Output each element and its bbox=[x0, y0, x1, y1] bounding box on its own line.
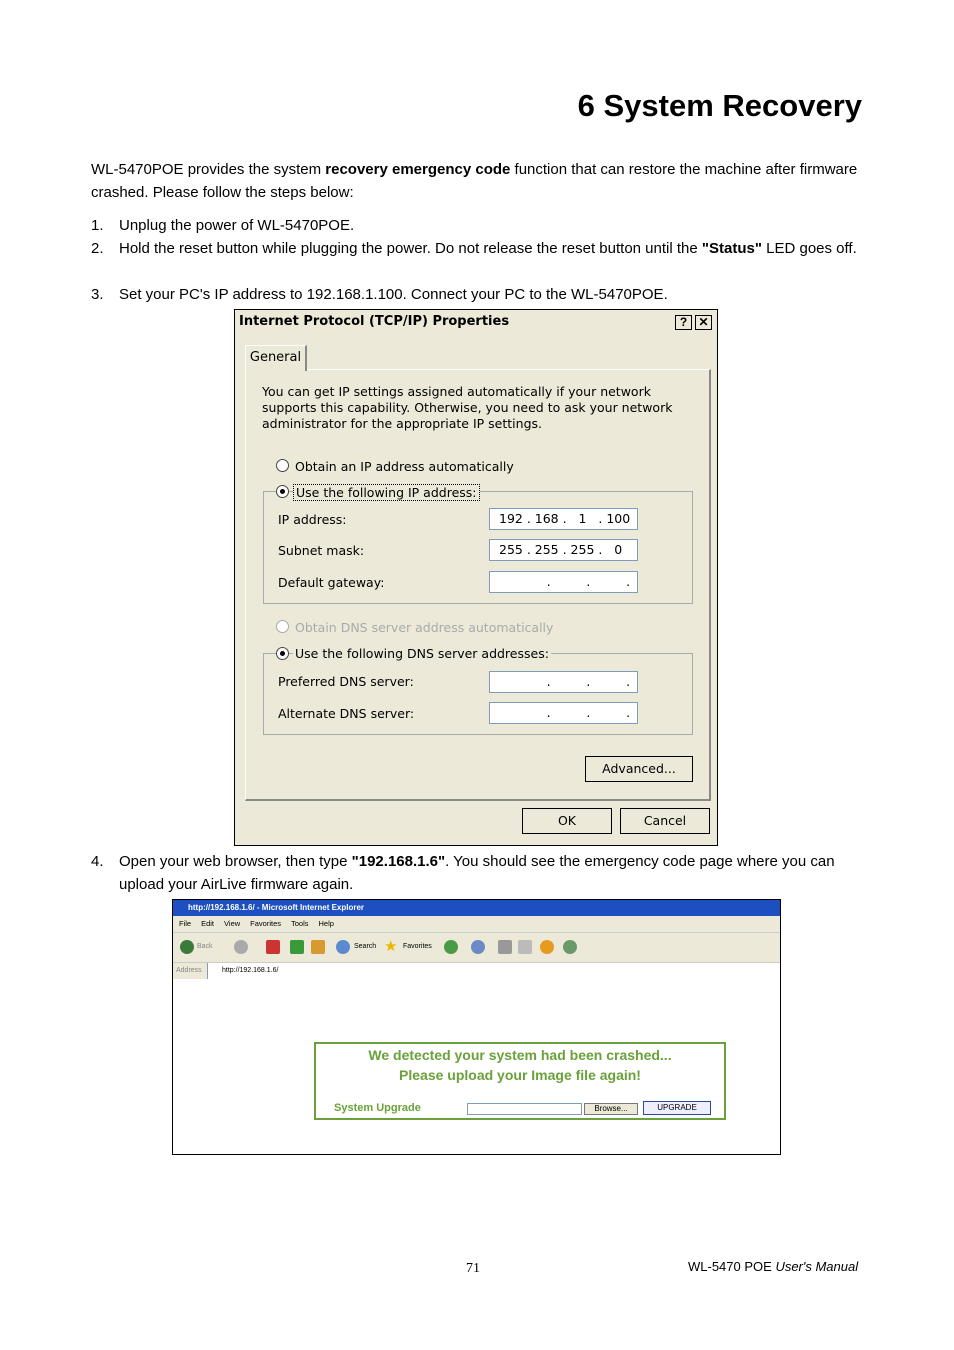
search-icon[interactable] bbox=[336, 940, 350, 954]
manual-ip-radio[interactable] bbox=[276, 485, 289, 498]
step-text-part: LED goes off. bbox=[761, 240, 857, 257]
menu-edit[interactable]: Edit bbox=[201, 919, 215, 928]
step-text bbox=[119, 237, 869, 260]
alternate-dns-field[interactable]: . . . bbox=[489, 702, 638, 724]
footer-manual bbox=[688, 1259, 858, 1274]
step-bold: "Status" bbox=[701, 240, 762, 257]
crash-notice-box bbox=[314, 1042, 726, 1120]
manual-ip-label[interactable]: Use the following IP address: bbox=[293, 484, 480, 501]
menu-view[interactable]: View bbox=[224, 919, 241, 928]
ip-address-field[interactable]: 192 . 168 . 1 . 100 bbox=[489, 508, 638, 530]
auto-dns-label[interactable]: Obtain DNS server address automatically bbox=[295, 620, 554, 635]
page-number: 71 bbox=[466, 1261, 480, 1276]
footer-suffix: User's Manual bbox=[775, 1259, 859, 1274]
manual-dns-label[interactable]: Use the following DNS server addresses: bbox=[295, 646, 549, 661]
crash-message: We detected your system had been crashed... bbox=[368, 1047, 672, 1063]
auto-dns-radio[interactable] bbox=[276, 620, 289, 633]
auto-ip-label[interactable]: Obtain an IP address automatically bbox=[295, 459, 514, 474]
messenger-icon[interactable] bbox=[540, 940, 554, 954]
tab-general[interactable]: General bbox=[245, 345, 307, 371]
intro-text-end: function that can restore the machine after firmware crashed. Please follow the steps below: bbox=[91, 161, 858, 201]
file-input[interactable] bbox=[467, 1103, 582, 1115]
step-text-part: Hold the reset button while plugging the power. Do not release the reset button until the bbox=[119, 240, 702, 257]
search-label[interactable]: Search bbox=[354, 943, 377, 950]
step-text-part: . You should see the emergency code page where you can upload your AirLive firmware again. bbox=[119, 853, 835, 893]
cancel-button[interactable]: Cancel bbox=[620, 808, 710, 834]
home-icon[interactable] bbox=[311, 940, 325, 954]
menu-file[interactable]: File bbox=[179, 919, 192, 928]
browser-menu bbox=[173, 916, 780, 932]
forward-icon[interactable] bbox=[234, 940, 248, 954]
upgrade-button[interactable]: UPGRADE bbox=[643, 1101, 711, 1115]
menu-help[interactable]: Help bbox=[318, 919, 334, 928]
browser-title: http://192.168.1.6/ - Microsoft Internet Explorer bbox=[173, 900, 780, 916]
browse-button[interactable]: Browse... bbox=[584, 1103, 638, 1115]
ok-button[interactable]: OK bbox=[522, 808, 612, 834]
help-button[interactable]: ? bbox=[675, 315, 692, 330]
step-text: Unplug the power of WL-5470POE. bbox=[119, 217, 355, 234]
step-text bbox=[119, 850, 869, 896]
address-bar bbox=[173, 962, 780, 979]
browser-window bbox=[172, 899, 781, 1155]
preferred-dns-field[interactable]: . . . bbox=[489, 671, 638, 693]
step-number: 4. bbox=[91, 853, 104, 870]
subnet-mask-field[interactable]: 255 . 255 . 255 . 0 bbox=[489, 539, 638, 561]
research-icon[interactable] bbox=[563, 940, 577, 954]
print-icon[interactable] bbox=[498, 940, 512, 954]
browser-toolbar bbox=[173, 932, 780, 963]
step-number: 1. bbox=[91, 217, 104, 234]
manual-dns-radio[interactable] bbox=[276, 647, 289, 660]
step-text-part: Open your web browser, then type bbox=[119, 853, 352, 870]
step-bold: "192.168.1.6" bbox=[351, 853, 446, 870]
favorites-icon[interactable]: ★ bbox=[384, 938, 398, 955]
preferred-dns-label: Preferred DNS server: bbox=[278, 674, 414, 689]
upload-message: Please upload your Image file again! bbox=[399, 1067, 641, 1083]
intro-paragraph bbox=[91, 158, 871, 204]
intro-text: WL-5470POE provides the system bbox=[91, 161, 326, 178]
step-number: 2. bbox=[91, 240, 104, 257]
gateway-label: Default gateway: bbox=[278, 575, 385, 590]
favorites-label[interactable]: Favorites bbox=[403, 943, 432, 950]
address-field[interactable]: http://192.168.1.6/ bbox=[207, 963, 780, 979]
close-button[interactable]: ✕ bbox=[695, 315, 712, 330]
alternate-dns-label: Alternate DNS server: bbox=[278, 706, 415, 721]
address-label: Address bbox=[176, 967, 202, 974]
intro-bold: recovery emergency code bbox=[325, 161, 511, 178]
mail-icon[interactable] bbox=[471, 940, 485, 954]
stop-icon[interactable] bbox=[266, 940, 280, 954]
gateway-field[interactable]: . . . bbox=[489, 571, 638, 593]
advanced-button[interactable]: Advanced... bbox=[585, 756, 693, 782]
auto-ip-radio[interactable] bbox=[276, 459, 289, 472]
dialog-title: Internet Protocol (TCP/IP) Properties bbox=[235, 310, 717, 334]
refresh-icon[interactable] bbox=[290, 940, 304, 954]
step-text: Set your PC's IP address to 192.168.1.100. Connect your PC to the WL-5470POE. bbox=[119, 286, 668, 303]
dialog-description: You can get IP settings assigned automatically if your network supports this capability. Otherwise, you need to ask your network administrator for the appropriate IP settings. bbox=[262, 384, 673, 431]
tcpip-dialog bbox=[234, 309, 718, 846]
history-icon[interactable] bbox=[444, 940, 458, 954]
ip-address-label: IP address: bbox=[278, 512, 347, 527]
page-title: 6 System Recovery bbox=[577, 88, 862, 123]
edit-icon[interactable] bbox=[518, 940, 532, 954]
subnet-mask-label: Subnet mask: bbox=[278, 543, 365, 558]
back-label[interactable]: Back bbox=[197, 943, 213, 950]
menu-tools[interactable]: Tools bbox=[291, 919, 309, 928]
menu-favorites[interactable]: Favorites bbox=[250, 919, 281, 928]
system-upgrade-label: System Upgrade bbox=[334, 1102, 421, 1114]
back-icon[interactable] bbox=[180, 940, 194, 954]
footer-model: WL-5470 POE bbox=[688, 1259, 776, 1274]
step-number: 3. bbox=[91, 286, 104, 303]
